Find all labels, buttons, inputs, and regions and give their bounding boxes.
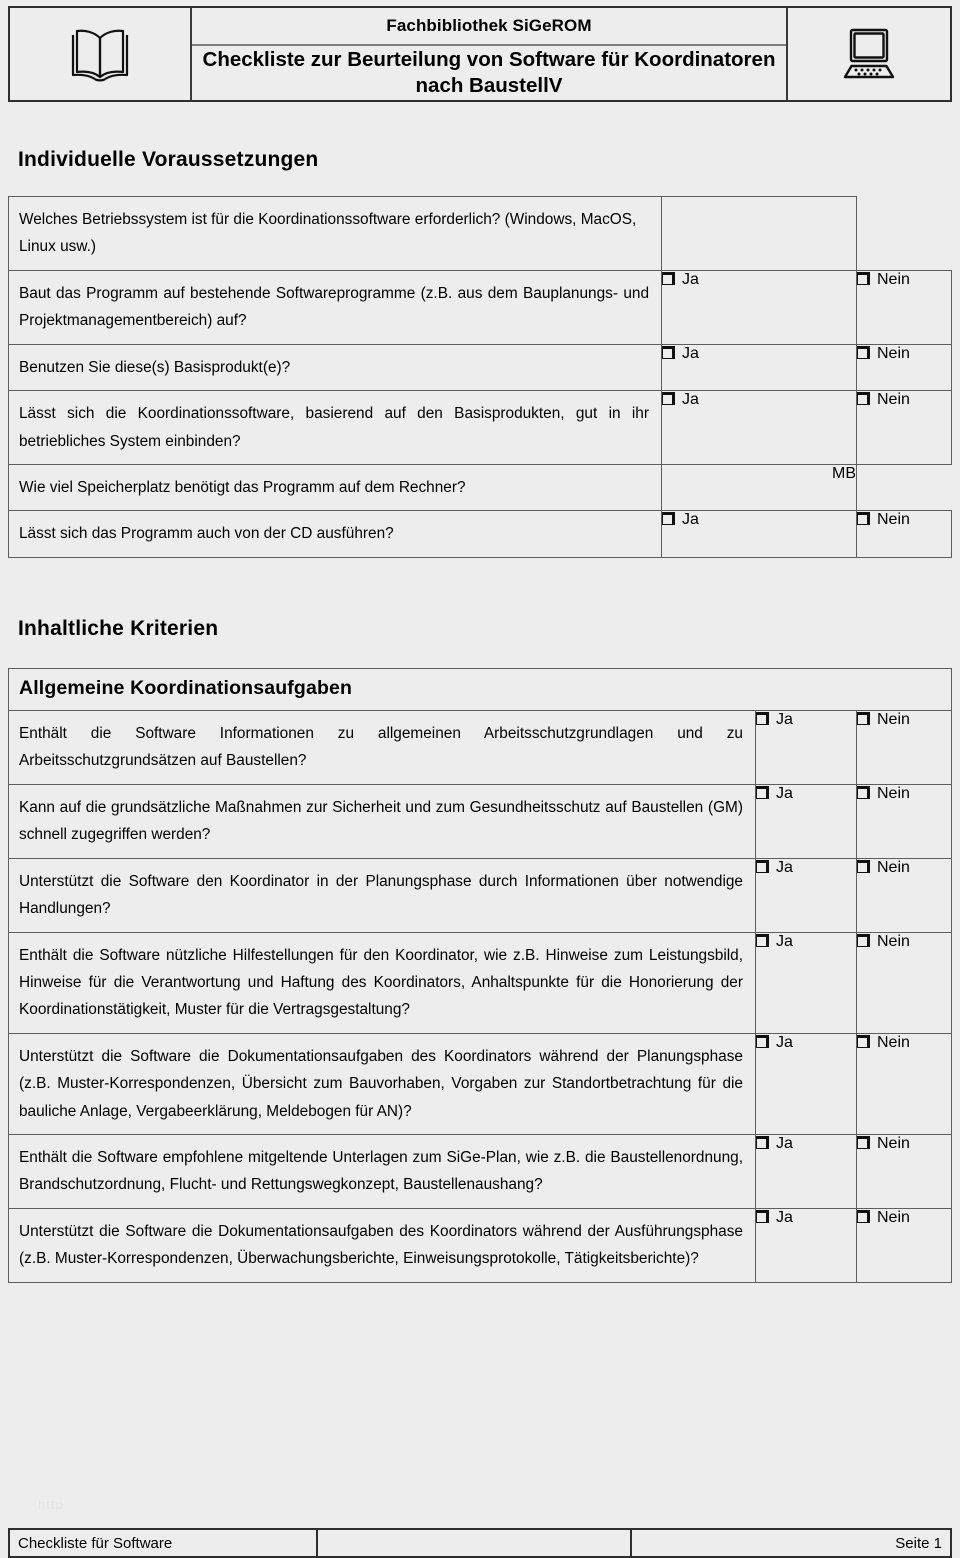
option-label-no: Nein	[877, 711, 910, 728]
question-text: Kann auf die grundsätzliche Maßnahmen zur Sicherheit und zum Gesundheitsschutz auf Baustellen (GM) schnell zugegriffen werden?	[9, 784, 756, 858]
question-text: Enthält die Software Informationen zu allgemeinen Arbeitsschutzgrundlagen und zu Arbeitsschutzgrundsätzen auf Baustellen?	[9, 711, 756, 785]
table-row	[9, 197, 952, 271]
option-label-yes: Ja	[682, 391, 699, 409]
checkbox-icon[interactable]	[857, 1035, 870, 1048]
option-label-no: Nein	[877, 391, 910, 409]
open-book-icon	[67, 25, 133, 83]
table-row	[9, 1033, 952, 1134]
checkbox-icon[interactable]	[756, 712, 769, 725]
question-text: Unterstützt die Software den Koordinator in der Planungsphase durch Informationen über notwendige Handlungen?	[9, 858, 756, 932]
answer-cell-unit[interactable]: MB	[662, 464, 857, 510]
table-row	[9, 932, 952, 1033]
book-icon-cell	[10, 8, 190, 100]
desktop-computer-icon	[838, 25, 900, 83]
checkbox-icon[interactable]	[662, 272, 675, 285]
option-label-yes: Ja	[776, 1135, 793, 1153]
checkbox-icon[interactable]	[857, 392, 870, 405]
option-label-yes: Ja	[682, 344, 699, 362]
question-text: Benutzen Sie diese(s) Basisprodukt(e)?	[9, 344, 662, 390]
footer-watermark: http	[38, 1497, 64, 1512]
table-inhaltliche-kriterien	[8, 668, 952, 1283]
option-label-yes: Ja	[682, 270, 699, 288]
option-label-no: Nein	[877, 932, 910, 950]
option-label-yes: Ja	[776, 932, 793, 950]
footer-left-text: Checkliste für Software	[9, 1529, 317, 1557]
header-subtitle: Fachbibliothek SiGeROM	[192, 8, 786, 46]
option-label-no: Nein	[877, 858, 910, 876]
checkbox-yes[interactable]	[756, 1033, 857, 1134]
checkbox-icon[interactable]	[857, 1136, 870, 1149]
checkbox-yes[interactable]	[662, 511, 857, 557]
checkbox-icon[interactable]	[857, 712, 870, 725]
checkbox-yes[interactable]	[756, 1135, 857, 1209]
checkbox-icon[interactable]	[857, 346, 870, 359]
checkbox-icon[interactable]	[756, 860, 769, 873]
checkbox-icon[interactable]	[857, 934, 870, 947]
table-row	[9, 858, 952, 932]
table-row	[9, 1135, 952, 1209]
option-label-no: Nein	[877, 344, 910, 362]
group-heading-allgemeine-koordinationsaufgaben: Allgemeine Koordinationsaufgaben	[9, 669, 952, 711]
option-label-yes: Ja	[776, 1208, 793, 1226]
option-label-no: Nein	[877, 1208, 910, 1226]
table-row	[9, 1208, 952, 1282]
checkbox-icon[interactable]	[662, 346, 675, 359]
question-text: Lässt sich die Koordinationssoftware, basierend auf den Basisprodukten, gut in ihr betriebliches System einbinden?	[9, 391, 662, 465]
checkbox-icon[interactable]	[756, 786, 769, 799]
section-heading-inhaltliche-kriterien: Inhaltliche Kriterien	[18, 617, 219, 640]
document-footer	[8, 1528, 952, 1558]
checkbox-yes[interactable]	[756, 858, 857, 932]
table-row	[9, 270, 952, 344]
checkbox-yes[interactable]	[662, 270, 857, 344]
option-label-no: Nein	[877, 1033, 910, 1051]
page-title: Checkliste zur Beurteilung von Software für Koordinatoren nach BaustellV	[202, 47, 776, 97]
computer-icon-cell	[788, 8, 950, 100]
group-heading-row	[9, 669, 952, 711]
section-heading-individuelle-voraussetzungen: Individuelle Voraussetzungen	[18, 148, 319, 171]
question-text: Enthält die Software nützliche Hilfestellungen für den Koordinator, wie z.B. Hinweise zum Leistungsbild, Hinweise für die Verantwortung und Haftung des Koordinators, Anhaltspunkte für die Honorierung der Koordinationstätigkeit, Muster für die Vertragsgestaltung?	[9, 932, 756, 1033]
checkbox-no[interactable]	[857, 270, 952, 344]
option-label-yes: Ja	[776, 711, 793, 728]
checkbox-icon[interactable]	[857, 1210, 870, 1223]
option-label-yes: Ja	[776, 858, 793, 876]
table-row	[9, 344, 952, 390]
checkbox-no[interactable]	[857, 711, 952, 785]
answer-cell-blank[interactable]	[662, 197, 857, 271]
option-label-no: Nein	[877, 784, 910, 802]
option-label-no: Nein	[877, 1135, 910, 1153]
checkbox-yes[interactable]	[756, 784, 857, 858]
option-label-yes: Ja	[776, 1033, 793, 1051]
checkbox-yes[interactable]	[756, 1208, 857, 1282]
checkbox-no[interactable]	[857, 932, 952, 1033]
checkbox-icon[interactable]	[756, 1035, 769, 1048]
checkbox-icon[interactable]	[662, 512, 675, 525]
checkbox-icon[interactable]	[662, 392, 675, 405]
document-header	[8, 6, 952, 102]
checkbox-no[interactable]	[857, 1135, 952, 1209]
option-label-yes: Ja	[682, 511, 699, 529]
question-text: Enthält die Software empfohlene mitgeltende Unterlagen zum SiGe-Plan, wie z.B. die Baustellenordnung, Brandschutzordnung, Flucht- und Rettungswegkonzept, Baustellenaushang?	[9, 1135, 756, 1209]
checkbox-icon[interactable]	[857, 272, 870, 285]
question-text: Unterstützt die Software die Dokumentationsaufgaben des Koordinators während der Planungsphase (z.B. Muster-Korrespondenzen, Übersicht zum Bauvorhaben, Vorgaben zur Standortbetrachtung für die bauliche Anlage, Vergabeerklärung, Meldebogen für AN)?	[9, 1033, 756, 1134]
checkbox-no[interactable]	[857, 1033, 952, 1134]
question-text: Unterstützt die Software die Dokumentationsaufgaben des Koordinators während der Ausführungsphase (z.B. Muster-Korrespondenzen, Überwachungsberichte, Einweisungsprotokolle, Tätigkeitsberichte)?	[9, 1208, 756, 1282]
checkbox-no[interactable]	[857, 391, 952, 465]
question-text: Baut das Programm auf bestehende Softwareprogramme (z.B. aus dem Bauplanungs- und Projektmanagementbereich) auf?	[9, 270, 662, 344]
question-text: Lässt sich das Programm auch von der CD ausführen?	[9, 511, 662, 557]
table-row	[9, 784, 952, 858]
checkbox-no[interactable]	[857, 344, 952, 390]
table-row	[9, 511, 952, 557]
question-text: Wie viel Speicherplatz benötigt das Programm auf dem Rechner?	[9, 464, 662, 510]
header-title-cell	[190, 8, 788, 100]
checkbox-icon[interactable]	[857, 512, 870, 525]
checkbox-no[interactable]	[857, 784, 952, 858]
checkbox-yes[interactable]	[662, 391, 857, 465]
table-row	[9, 464, 952, 510]
checkbox-no[interactable]	[857, 858, 952, 932]
checkbox-yes[interactable]	[662, 344, 857, 390]
option-label-no: Nein	[877, 270, 910, 288]
checkbox-no[interactable]	[857, 511, 952, 557]
checkbox-icon[interactable]	[756, 934, 769, 947]
checkbox-no[interactable]	[857, 1208, 952, 1282]
footer-row	[9, 1529, 951, 1557]
checkbox-icon[interactable]	[756, 1136, 769, 1149]
question-text: Welches Betriebssystem ist für die Koordinationssoftware erforderlich? (Windows, MacOS, Linux usw.)	[9, 197, 662, 271]
checkbox-yes[interactable]	[756, 932, 857, 1033]
checkbox-icon[interactable]	[756, 1210, 769, 1223]
checkbox-icon[interactable]	[857, 786, 870, 799]
footer-middle-text	[317, 1529, 631, 1557]
table-row	[9, 391, 952, 465]
table-individuelle-voraussetzungen	[8, 196, 952, 558]
checkbox-icon[interactable]	[857, 860, 870, 873]
option-label-no: Nein	[877, 511, 910, 529]
table-row	[9, 711, 952, 785]
option-label-yes: Ja	[776, 784, 793, 802]
checkbox-yes[interactable]	[756, 711, 857, 785]
footer-page-number: Seite 1	[631, 1529, 951, 1557]
